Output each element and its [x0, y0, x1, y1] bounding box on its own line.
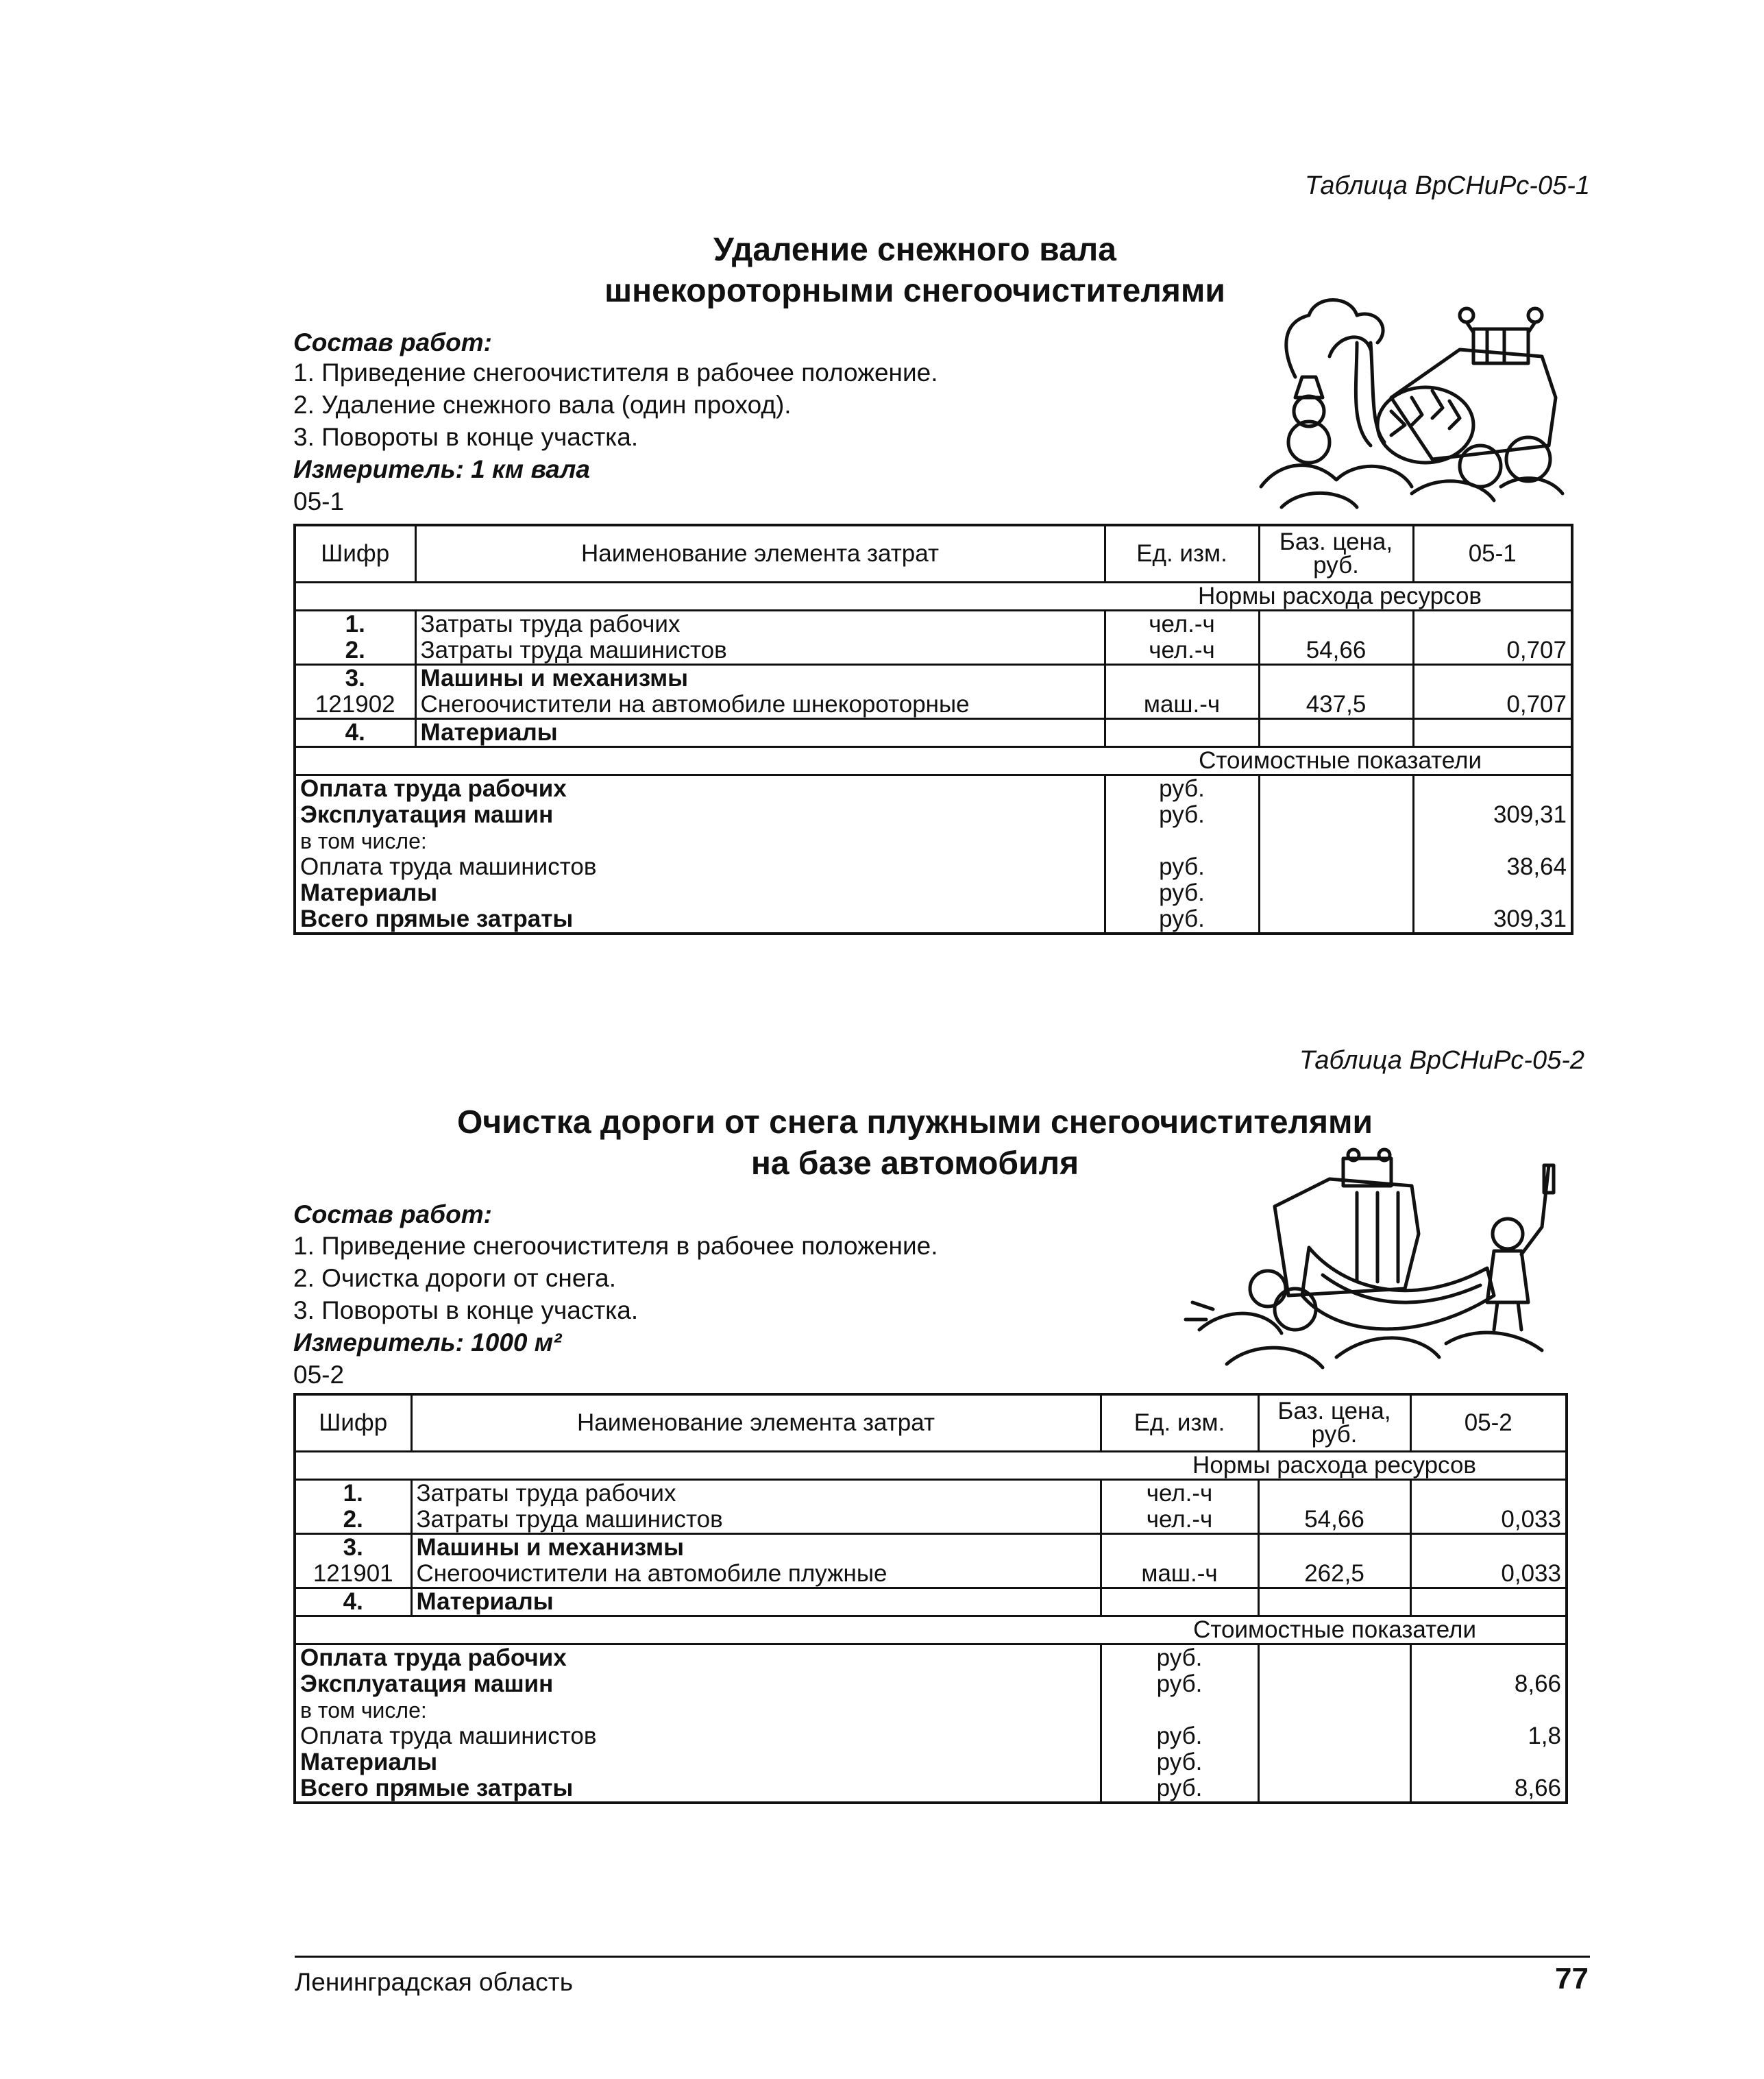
row-value — [1410, 1588, 1567, 1616]
cost-unit: руб. — [1101, 1775, 1258, 1803]
table-label: Таблица ВрСНиРс-05-1 — [1304, 171, 1590, 200]
work-item: 2. Очистка дороги от снега. — [293, 1264, 616, 1292]
cost-value — [1413, 828, 1572, 854]
table-row — [295, 1480, 1567, 1507]
cost-value — [1410, 1644, 1567, 1672]
row-code: 1. — [343, 1480, 363, 1507]
measure-unit: Измеритель: 1 км вала — [293, 455, 590, 483]
row-name: Затраты труда рабочих — [411, 1480, 1101, 1507]
table-code: 05-1 — [293, 487, 345, 515]
cost-value: 38,64 — [1413, 854, 1572, 880]
header-price: Баз. цена, руб. — [1259, 525, 1413, 583]
cost-unit: руб. — [1105, 906, 1259, 934]
header-price: Баз. цена, руб. — [1258, 1394, 1410, 1452]
table-row — [295, 1588, 1567, 1616]
cost-unit: руб. — [1101, 1723, 1258, 1749]
table-header-row — [295, 525, 1572, 583]
cost-name: Всего прямые затраты — [300, 906, 574, 932]
header-unit: Ед. изм. — [1105, 525, 1259, 583]
cost-name: Материалы — [300, 1749, 438, 1775]
table-row — [295, 637, 1572, 665]
section-title: Удаление снежного вала — [713, 232, 1116, 268]
row-value: 0,707 — [1413, 637, 1572, 665]
section-norms-label: Нормы расхода ресурсов — [295, 583, 1572, 611]
row-value — [1410, 1480, 1567, 1507]
work-item: 2. Удаление снежного вала (один проход). — [293, 391, 792, 419]
cost-row — [295, 1697, 1567, 1723]
header-value: 05-2 — [1410, 1394, 1567, 1452]
cost-row — [295, 775, 1572, 803]
row-price: 54,66 — [1258, 1507, 1410, 1534]
section-title: Очистка дороги от снега плужными снегоочистителями — [456, 1104, 1373, 1141]
row-unit — [1101, 1588, 1258, 1616]
cost-unit: руб. — [1101, 1644, 1258, 1672]
section-row — [295, 1616, 1567, 1644]
section-row — [295, 1452, 1567, 1480]
cost-unit: руб. — [1105, 880, 1259, 906]
resource-table — [293, 524, 1573, 935]
page-number: 77 — [1555, 1962, 1589, 1995]
cost-name: Оплата труда рабочих — [300, 1644, 567, 1671]
section-row — [295, 583, 1572, 611]
cost-name: Материалы — [300, 880, 438, 906]
cost-row — [295, 828, 1572, 854]
footer-divider — [295, 1956, 1590, 1958]
work-heading: Состав работ: — [293, 1200, 492, 1228]
cost-value: 8,66 — [1410, 1775, 1567, 1803]
row-code: 3. — [295, 665, 415, 692]
cost-row — [295, 802, 1572, 828]
cost-name: в том числе: — [300, 829, 427, 853]
row-code: 2. — [343, 1507, 363, 1533]
snowblower-illustration — [1254, 288, 1576, 514]
row-value — [1413, 665, 1572, 692]
cost-row — [295, 880, 1572, 906]
section-costs-label: Стоимостные показатели — [295, 1616, 1567, 1644]
row-name: Затраты труда рабочих — [415, 611, 1105, 638]
row-unit: чел.-ч — [1101, 1480, 1258, 1507]
row-value: 0,033 — [1410, 1507, 1567, 1534]
row-price: 262,5 — [1258, 1561, 1410, 1588]
cost-value: 309,31 — [1413, 906, 1572, 934]
row-code: 121901 — [313, 1561, 393, 1587]
section-row — [295, 747, 1572, 775]
row-name: Машины и механизмы — [415, 665, 1105, 692]
work-item: 1. Приведение снегоочистителя в рабочее положение. — [293, 1232, 938, 1260]
row-code: 121902 — [315, 692, 395, 718]
cost-name: Оплата труда машинистов — [300, 1723, 597, 1749]
table-row — [295, 692, 1572, 719]
footer-region: Ленинградская область — [295, 1968, 574, 1996]
row-unit: чел.-ч — [1101, 1507, 1258, 1534]
row-unit: маш.-ч — [1101, 1561, 1258, 1588]
cost-row — [295, 854, 1572, 880]
row-unit: чел.-ч — [1105, 611, 1259, 638]
plow-truck-illustration — [1186, 1152, 1569, 1385]
row-name: Материалы — [411, 1588, 1101, 1616]
row-price — [1258, 1588, 1410, 1616]
row-code: 4. — [295, 719, 415, 747]
row-price — [1259, 665, 1413, 692]
row-name: Затраты труда машинистов — [411, 1507, 1101, 1534]
cost-value: 1,8 — [1410, 1723, 1567, 1749]
header-name: Наименование элемента затрат — [411, 1394, 1101, 1452]
row-name: Снегоочистители на автомобиле шнекороторные — [415, 692, 1105, 719]
cost-unit: руб. — [1101, 1749, 1258, 1775]
row-code: 2. — [345, 637, 365, 664]
row-name: Снегоочистители на автомобиле плужные — [411, 1561, 1101, 1588]
row-code: 1. — [345, 611, 365, 637]
cost-value — [1413, 775, 1572, 803]
work-item: 3. Повороты в конце участка. — [293, 1296, 639, 1324]
header-unit: Ед. изм. — [1101, 1394, 1258, 1452]
cost-name: Оплата труда машинистов — [300, 854, 597, 880]
resource-table — [293, 1393, 1568, 1804]
header-value: 05-1 — [1413, 525, 1572, 583]
row-price — [1259, 719, 1413, 747]
row-price: 54,66 — [1259, 637, 1413, 665]
cost-name: Эксплуатация машин — [300, 1671, 554, 1697]
cost-unit: руб. — [1105, 854, 1259, 880]
row-unit — [1101, 1534, 1258, 1561]
section-costs-label: Стоимостные показатели — [295, 747, 1572, 775]
table-code: 05-2 — [293, 1361, 345, 1389]
cost-row — [295, 1775, 1567, 1803]
cost-row — [295, 1644, 1567, 1672]
table-row — [295, 611, 1572, 638]
cost-value — [1410, 1749, 1567, 1775]
cost-value: 309,31 — [1413, 802, 1572, 828]
row-unit: чел.-ч — [1105, 637, 1259, 665]
header-code: Шифр — [295, 1394, 411, 1452]
table-row — [295, 665, 1572, 692]
row-price — [1259, 611, 1413, 638]
work-item: 1. Приведение снегоочистителя в рабочее положение. — [293, 358, 938, 387]
row-name: Машины и механизмы — [411, 1534, 1101, 1561]
row-unit — [1105, 719, 1259, 747]
table-row — [295, 1507, 1567, 1534]
cost-name: Всего прямые затраты — [300, 1775, 574, 1801]
row-value — [1413, 611, 1572, 638]
section-title-line2: на базе автомобиля — [750, 1145, 1079, 1182]
table-row — [295, 1561, 1567, 1588]
cost-unit — [1105, 828, 1259, 854]
header-code: Шифр — [295, 525, 415, 583]
cost-value: 8,66 — [1410, 1671, 1567, 1697]
cost-row — [295, 1749, 1567, 1775]
measure-unit: Измеритель: 1000 м² — [293, 1328, 562, 1357]
row-price: 437,5 — [1259, 692, 1413, 719]
row-name: Материалы — [415, 719, 1105, 747]
row-value — [1413, 719, 1572, 747]
table-header-row — [295, 1394, 1567, 1452]
section-norms-label: Нормы расхода ресурсов — [295, 1452, 1567, 1480]
cost-row — [295, 906, 1572, 934]
row-unit — [1105, 665, 1259, 692]
cost-row — [295, 1671, 1567, 1697]
row-unit: маш.-ч — [1105, 692, 1259, 719]
cost-name: Оплата труда рабочих — [300, 775, 567, 802]
work-item: 3. Повороты в конце участка. — [293, 423, 639, 451]
table-row — [295, 1534, 1567, 1561]
row-value — [1410, 1534, 1567, 1561]
row-code: 3. — [295, 1534, 411, 1561]
row-name: Затраты труда машинистов — [415, 637, 1105, 665]
row-value: 0,033 — [1410, 1561, 1567, 1588]
row-price — [1258, 1534, 1410, 1561]
cost-value — [1413, 880, 1572, 906]
table-row — [295, 719, 1572, 747]
cost-value — [1410, 1697, 1567, 1723]
row-code: 4. — [295, 1588, 411, 1616]
cost-unit: руб. — [1105, 802, 1259, 828]
table-label: Таблица ВрСНиРс-05-2 — [1299, 1046, 1584, 1075]
cost-row — [295, 1723, 1567, 1749]
section-title-line2: шнекороторными снегоочистителями — [604, 273, 1225, 309]
cost-unit — [1101, 1697, 1258, 1723]
header-name: Наименование элемента затрат — [415, 525, 1105, 583]
row-price — [1258, 1480, 1410, 1507]
cost-unit: руб. — [1101, 1671, 1258, 1697]
row-value: 0,707 — [1413, 692, 1572, 719]
cost-unit: руб. — [1105, 775, 1259, 803]
cost-name: Эксплуатация машин — [300, 802, 554, 828]
work-heading: Состав работ: — [293, 328, 492, 356]
cost-name: в том числе: — [300, 1698, 427, 1723]
